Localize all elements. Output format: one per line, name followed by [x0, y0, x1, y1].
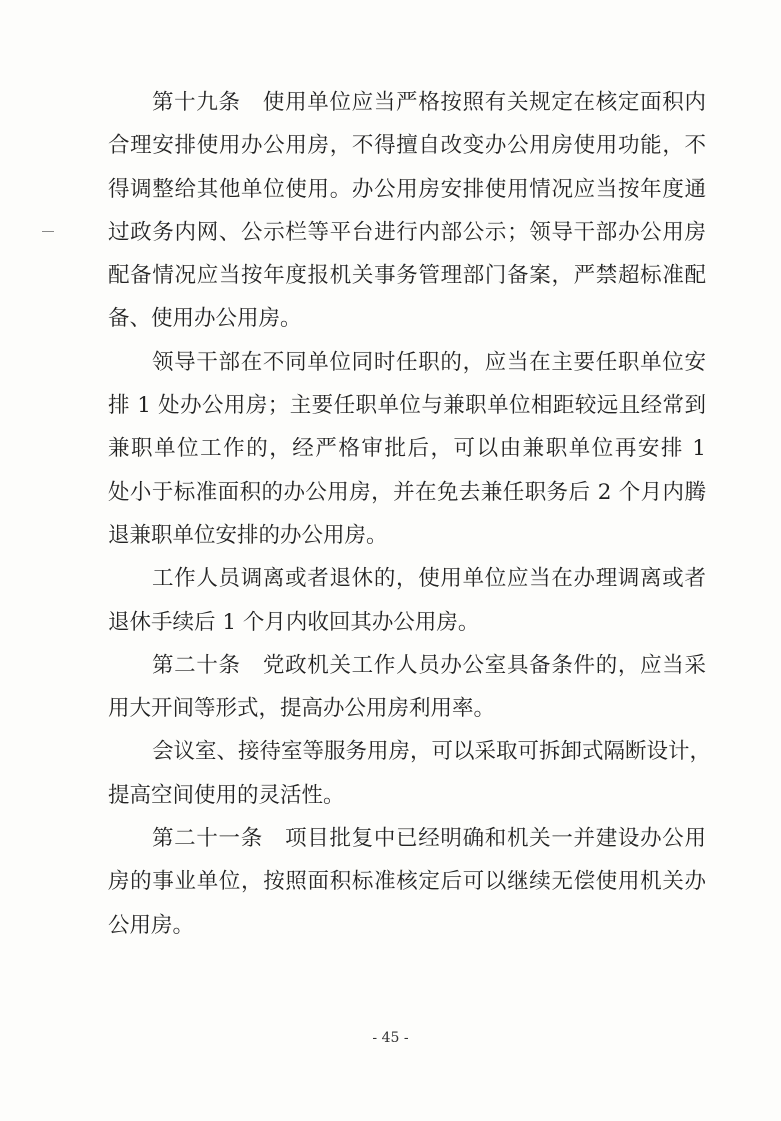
paragraph	[108, 81, 706, 341]
text-line: 备、使用办公用房。	[108, 306, 302, 332]
text-line: 用大开间等形式，提高办公用房利用率。	[108, 696, 496, 722]
text-line: 兼职单位工作的，经严格审批后，可以由兼职单位再安排 1	[108, 436, 706, 462]
text-line: 房的事业单位，按照面积标准核定后可以继续无偿使用机关办	[108, 869, 706, 895]
text-line: 处小于标准面积的办公用房，并在免去兼任职务后 2 个月内腾	[108, 479, 706, 505]
text-line: 得调整给其他单位使用。办公用房安排使用情况应当按年度通	[108, 176, 706, 202]
text-line: 工作人员调离或者退休的，使用单位应当在办理调离或者	[152, 566, 706, 592]
text-line: 第十九条 使用单位应当严格按照有关规定在核定面积内	[152, 90, 706, 115]
text-line: 第二十条 党政机关工作人员办公室具备条件的，应当采	[152, 652, 706, 678]
scan-artifact	[42, 231, 54, 232]
text-line: 领导干部在不同单位同时任职的，应当在主要任职单位安	[152, 349, 706, 375]
paragraph	[108, 644, 706, 731]
page-number: - 45 -	[372, 1030, 409, 1046]
text-line: 合理安排使用办公用房，不得擅自改变办公用房使用功能，不	[108, 133, 706, 159]
paragraph	[108, 817, 706, 947]
text-line: 提高空间使用的灵活性。	[108, 782, 345, 808]
text-line: 第二十一条 项目批复中已经明确和机关一并建设办公用	[152, 826, 706, 852]
text-line: 退兼职单位安排的办公用房。	[108, 522, 388, 548]
document-body	[108, 81, 712, 947]
paragraph	[108, 730, 712, 817]
text-line: 退休手续后 1 个月内收回其办公用房。	[108, 609, 480, 635]
text-line: 配备情况应当按年度报机关事务管理部门备案，严禁超标准配	[108, 263, 706, 289]
text-line: 过政务内网、公示栏等平台进行内部公示；领导干部办公用房	[108, 219, 706, 245]
paragraph	[108, 341, 706, 557]
text-line: 会议室、接待室等服务用房，可以采取可拆卸式隔断设计，	[152, 739, 712, 765]
text-line: 排 1 处办公用房；主要任职单位与兼职单位相距较远且经常到	[108, 393, 706, 419]
paragraph	[108, 557, 706, 644]
text-line: 公用房。	[108, 912, 195, 938]
